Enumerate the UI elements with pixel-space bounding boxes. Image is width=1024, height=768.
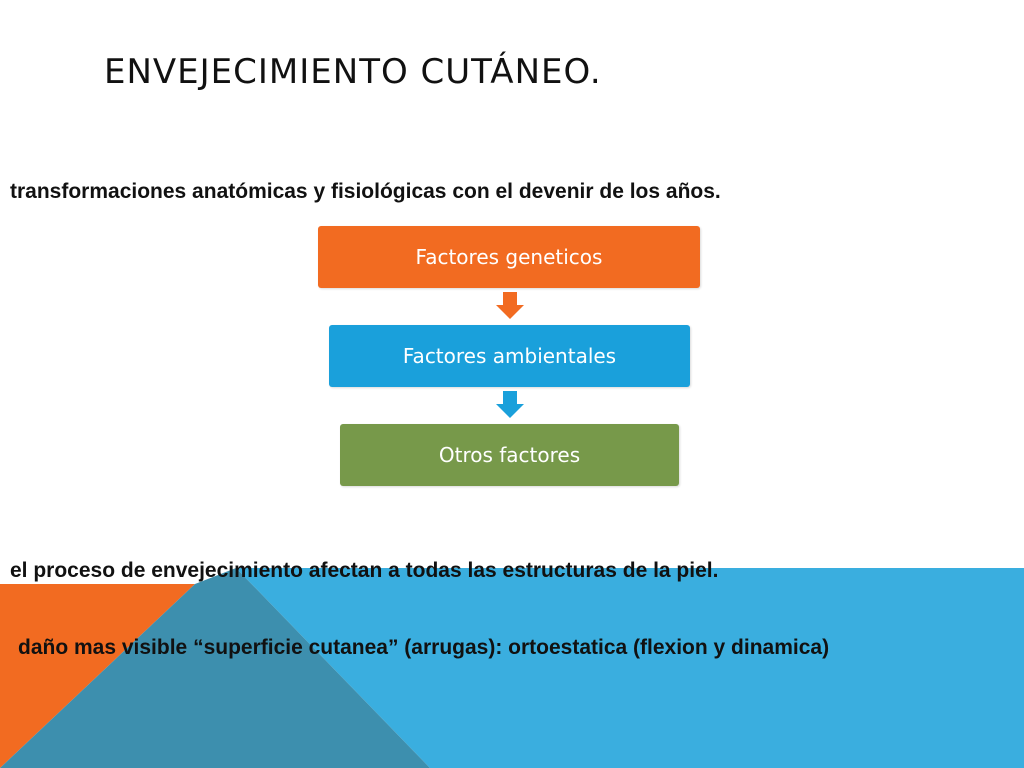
page-title: ENVEJECIMIENTO CUTÁNEO. (104, 52, 602, 92)
down-arrow-icon (496, 292, 524, 320)
body-text-line-2: el proceso de envejecimiento afectan a todas las estructuras de la piel. (10, 559, 719, 582)
flow-step-label: Otros factores (438, 443, 581, 467)
flow-step-genetic (318, 226, 700, 288)
flow-step-label: Factores ambientales (402, 344, 617, 368)
flow-step-other (340, 424, 679, 486)
flow-step-label: Factores geneticos (415, 245, 603, 269)
down-arrow-icon (496, 391, 524, 419)
body-text-line-1: transformaciones anatómicas y fisiológicas con el devenir de los años. (10, 180, 721, 203)
body-text-line-3: daño mas visible “superficie cutanea” (arrugas): ortoestatica (flexion y dinamica) (18, 636, 830, 659)
flow-step-environmental (329, 325, 690, 387)
